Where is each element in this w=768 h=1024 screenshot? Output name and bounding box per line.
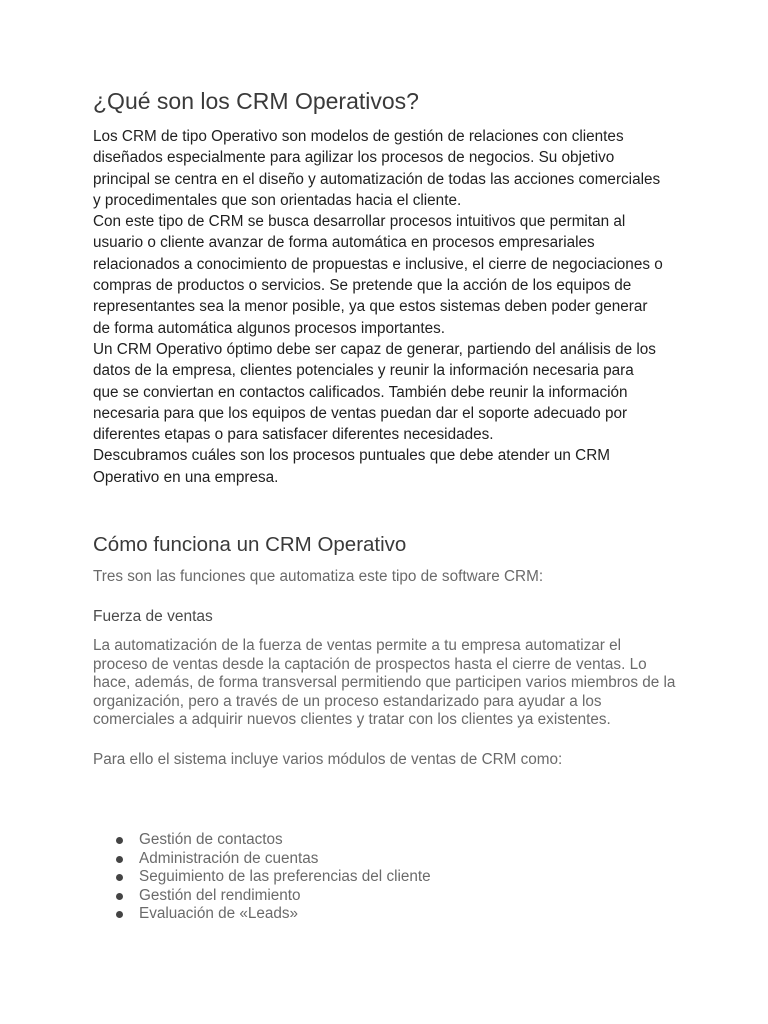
paragraph: Los CRM de tipo Operativo son modelos de gestión de relaciones con clientes diseñados especialmente para agilizar los procesos de negocios. Su objetivo principal se centra en el diseño y automatización de todas las acciones comerciales y procedimentales que son orientadas hacia el cliente.	[93, 128, 661, 209]
list-item-label: Seguimiento de las preferencias del cliente	[139, 868, 431, 886]
modules-list	[113, 831, 431, 924]
bullet-icon	[116, 837, 123, 844]
modules-intro: Para ello el sistema incluye varios módulos de ventas de CRM como:	[93, 751, 563, 768]
bullet-icon	[116, 911, 123, 918]
section-heading: Cómo funciona un CRM Operativo	[93, 533, 407, 556]
paragraph: Descubramos cuáles son los procesos puntuales que debe atender un CRM Operativo en una empresa.	[93, 447, 610, 486]
list-item	[113, 868, 431, 887]
bullet-icon	[116, 856, 123, 863]
list-item-label: Gestión del rendimiento	[139, 886, 301, 904]
section-intro: Tres son las funciones que automatiza este tipo de software CRM:	[93, 568, 544, 585]
page-title: ¿Qué son los CRM Operativos?	[93, 88, 419, 114]
bullet-icon	[116, 874, 123, 881]
list-item	[113, 831, 431, 850]
list-item-label: Administración de cuentas	[139, 849, 319, 867]
paragraph: Un CRM Operativo óptimo debe ser capaz de generar, partiendo del análisis de los datos de la empresa, clientes potenciales y reunir la información necesaria para que se conviertan en contactos calificados. También debe reunir la información necesaria para que los equipos de ventas puedan dar el soporte adecuado por diferentes etapas o para satisfacer diferentes necesidades.	[93, 340, 656, 444]
list-item	[113, 905, 431, 924]
paragraph: Con este tipo de CRM se busca desarrollar procesos intuitivos que permitan al usuario o cliente avanzar de forma automática en procesos empresariales relacionados a conocimiento de propuestas e inclusive, el cierre de negociaciones o compras de productos o servicios. Se pretende que la acción de los equipos de representantes sea la menor posible, ya que estos sistemas deben poder generar de forma automática algunos procesos importantes.	[93, 213, 663, 337]
subsection-heading: Fuerza de ventas	[93, 608, 213, 625]
list-item-label: Gestión de contactos	[139, 831, 283, 848]
sales-paragraph: La automatización de la fuerza de ventas permite a tu empresa automatizar el proceso de ventas desde la captación de prospectos hasta el cierre de ventas. Lo hace, además, de forma transversal permitiendo que participen varios miembros de la organización, pero a través de un proceso estandarizado para ayudar a los comerciales a adquirir nuevos clientes y tratar con los clientes ya existentes.	[93, 637, 676, 728]
intro-text-block	[93, 126, 663, 488]
bullet-icon	[116, 893, 123, 900]
list-item	[113, 850, 431, 869]
list-item-label: Evaluación de «Leads»	[139, 905, 299, 923]
list-item	[113, 887, 431, 906]
